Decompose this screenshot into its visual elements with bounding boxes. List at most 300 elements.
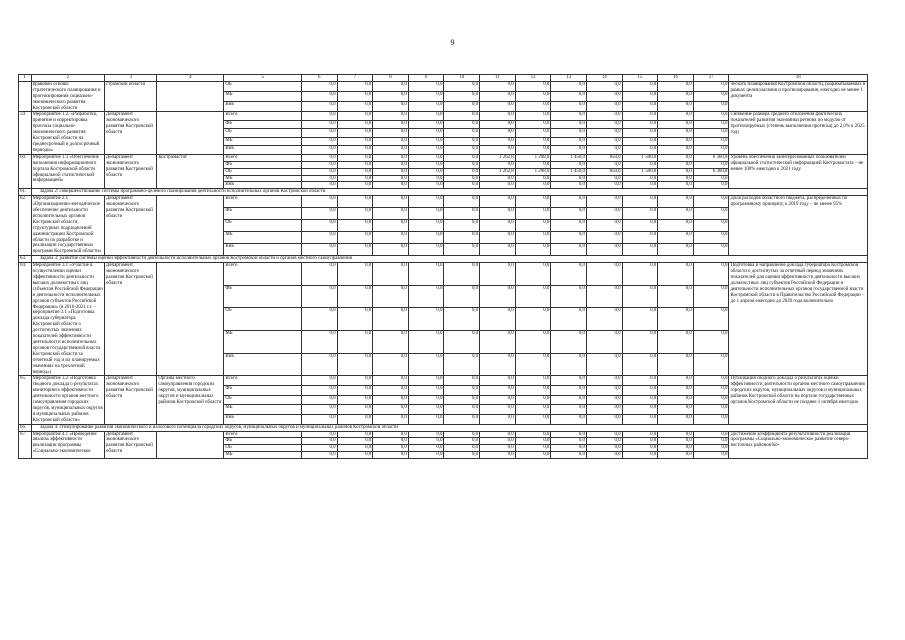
funding-value: 0,0: [586, 232, 622, 244]
funding-value: 0,0: [337, 438, 373, 445]
funding-value: 0,0: [444, 232, 480, 244]
funding-value: 0,0: [586, 81, 622, 91]
funding-value: 0,0: [373, 168, 409, 175]
funding-value: 0,0: [551, 395, 587, 405]
funding-value: 0,0: [551, 376, 587, 386]
funding-value: 0,0: [586, 244, 622, 256]
funding-value: 0,0: [480, 386, 516, 396]
funding-value: 0,0: [444, 405, 480, 415]
funding-value: 0,0: [301, 196, 337, 208]
activity-executor: Департамент экономического развития Костромской области: [104, 431, 156, 459]
funding-value: 0,0: [658, 431, 694, 438]
funding-source: МБ: [224, 92, 302, 102]
funding-value: 0,0: [622, 146, 658, 154]
funding-value: 0,0: [551, 112, 587, 120]
funding-value: 0,0: [658, 161, 694, 168]
funding-value: 0,0: [515, 414, 551, 424]
funding-value: 0,0: [551, 452, 587, 459]
funding-value: 0,0: [301, 376, 337, 386]
funding-value: 0,0: [515, 220, 551, 232]
funding-value: 0,0: [586, 445, 622, 452]
funding-value: 0,0: [515, 244, 551, 256]
funding-value: 0,0: [301, 285, 337, 308]
funding-value: 0,0: [301, 146, 337, 154]
funding-value: 0,0: [337, 92, 373, 102]
expected-result: Уровень обеспечения заинтересованных пользователей официальной статистической информацией Костромастата – не менее 100% ежегодно к 2021 году: [729, 154, 868, 189]
activity-partner: [157, 431, 224, 459]
funding-value: 0,0: [337, 146, 373, 154]
funding-value: 0,0: [551, 431, 587, 438]
funding-value: 0,0: [693, 308, 729, 331]
funding-value: 0,0: [408, 263, 444, 286]
program-activities-table: [18, 74, 868, 459]
funding-value: 0,0: [622, 232, 658, 244]
funding-value: 0,0: [586, 285, 622, 308]
funding-value: 0,0: [551, 285, 587, 308]
funding-value: 0,0: [408, 112, 444, 120]
funding-value: 0,0: [658, 414, 694, 424]
table-body: [19, 75, 868, 459]
funding-value: 0,0: [373, 405, 409, 415]
funding-value: 0,0: [693, 263, 729, 286]
funding-value: 0,0: [444, 438, 480, 445]
column-number: 18: [729, 75, 868, 82]
funding-value: 0,0: [373, 81, 409, 91]
funding-value: 0,0: [693, 431, 729, 438]
column-number: 2: [31, 75, 104, 82]
funding-value: 1 500,0: [622, 168, 658, 175]
funding-value: 0,0: [337, 81, 373, 91]
funding-value: 0,0: [408, 376, 444, 386]
activity-partner: [157, 81, 224, 112]
funding-value: 0,0: [480, 81, 516, 91]
funding-value: 0,0: [301, 92, 337, 102]
funding-source: ОБ: [224, 395, 302, 405]
funding-source: МБ: [224, 137, 302, 145]
funding-value: 0,0: [551, 405, 587, 415]
funding-value: 0,0: [408, 146, 444, 154]
funding-value: 0,0: [480, 232, 516, 244]
funding-value: 0,0: [586, 137, 622, 145]
funding-value: 0,0: [622, 431, 658, 438]
funding-value: 0,0: [480, 161, 516, 168]
funding-value: 0,0: [373, 220, 409, 232]
activity-name: Мероприятие 1.2. «Разработка, принятие и корректировка прогноза социально-экономического развития Костромской области на среднесрочный и долгосрочный периоды»: [31, 112, 104, 154]
funding-value: 0,0: [373, 196, 409, 208]
funding-value: 0,0: [301, 395, 337, 405]
funding-value: 0,0: [337, 129, 373, 137]
funding-value: 0,0: [551, 414, 587, 424]
funding-value: 0,0: [622, 445, 658, 452]
funding-value: 0,0: [480, 308, 516, 331]
funding-value: 0,0: [373, 431, 409, 438]
funding-value: 0,0: [622, 92, 658, 102]
funding-value: 0,0: [373, 414, 409, 424]
funding-value: 0,0: [693, 452, 729, 459]
funding-value: 0,0: [622, 395, 658, 405]
funding-value: 0,0: [586, 146, 622, 154]
funding-source: Всего: [224, 263, 302, 286]
funding-value: 0,0: [658, 244, 694, 256]
funding-source: ОБ: [224, 81, 302, 91]
funding-value: 0,0: [515, 452, 551, 459]
funding-value: 0,0: [480, 244, 516, 256]
funding-value: 0,0: [373, 331, 409, 354]
funding-value: 0,0: [693, 208, 729, 220]
funding-value: 0,0: [586, 112, 622, 120]
column-number: 15: [622, 75, 658, 82]
table-row: [19, 263, 868, 286]
row-number: 59.: [19, 112, 32, 154]
funding-value: 0,0: [480, 438, 516, 445]
funding-value: 0,0: [408, 431, 444, 438]
column-number: 7: [337, 75, 373, 82]
row-number: 60.: [19, 154, 32, 189]
funding-value: 0,0: [408, 175, 444, 182]
funding-value: 0,0: [551, 175, 587, 182]
funding-value: 0,0: [373, 175, 409, 182]
funding-value: 0,0: [551, 146, 587, 154]
funding-value: 0,0: [301, 137, 337, 145]
funding-value: 0,0: [622, 405, 658, 415]
funding-value: 0,0: [586, 129, 622, 137]
table-row: [19, 112, 868, 120]
funding-value: 0,0: [301, 405, 337, 415]
funding-value: 0,0: [480, 182, 516, 189]
funding-value: 0,0: [480, 285, 516, 308]
funding-value: 0,0: [480, 220, 516, 232]
funding-value: 0,0: [658, 376, 694, 386]
funding-value: 0,0: [658, 146, 694, 154]
task-title: Задача 4: стимулирование развития экономического и налогового потенциала городских округов, муниципальных округов и муниципальных районов Костромской области: [31, 424, 867, 431]
funding-value: 0,0: [408, 129, 444, 137]
funding-value: 0,0: [408, 405, 444, 415]
activity-name: Мероприятие 3.1 «Участие в осуществлении оценки эффективности деятельности высших должностных лиц субъектов Российской Федерации и деятельности исполнительных органов субъектов Российской Федерации» (в 2016-2021 г.г. – мероприятие 3.1 «Подготовка доклада губернатора Костромской области о достигнутых значениях показателей эффективности деятельности исполнительных органов государственной власти Костромской области за отчетный год и их планируемых значениях на трехлетний период»): [32, 263, 103, 375]
funding-value: 0,0: [551, 120, 587, 128]
column-number: 10: [444, 75, 480, 82]
column-number: 4: [157, 75, 224, 82]
funding-value: 0,0: [586, 353, 622, 376]
funding-value: 0,0: [480, 92, 516, 102]
funding-value: 0,0: [480, 129, 516, 137]
funding-value: 0,0: [551, 438, 587, 445]
funding-value: 0,0: [515, 232, 551, 244]
funding-value: 0,0: [693, 92, 729, 102]
funding-value: 0,0: [444, 112, 480, 120]
activity-partner: [157, 263, 224, 376]
funding-value: 0,0: [515, 175, 551, 182]
funding-value: 0,0: [408, 154, 444, 161]
expected-result: Снижение размера среднего отклонения фактических показателей развития экономики региона по модулю от прогнозируемых (степень выполнения прогноза) до 2,0% к 2025 году: [729, 112, 868, 154]
funding-value: 0,0: [408, 285, 444, 308]
funding-value: 0,0: [373, 438, 409, 445]
funding-value: 0,0: [408, 102, 444, 112]
funding-value: 0,0: [337, 182, 373, 189]
column-number: 11: [480, 75, 516, 82]
funding-value: 0,0: [693, 353, 729, 376]
funding-value: 0,0: [373, 92, 409, 102]
funding-value: 0,0: [444, 244, 480, 256]
funding-value: 0,0: [480, 208, 516, 220]
funding-value: 0,0: [301, 445, 337, 452]
funding-value: 0,0: [622, 102, 658, 112]
expected-result: Подготовка и направление доклада губернатора Костромской области о достигнутых за отчетный период значениях показателей для оценки эффективности деятельности высших должностных лиц субъектов Российской Федерации и деятельности исполнительных органов государственной власти Костромской области в Правительство Российской Федерации – до 1 апреля ежегодно до 2020 года включительно: [729, 263, 868, 376]
funding-value: 0,0: [586, 438, 622, 445]
funding-value: 0,0: [301, 112, 337, 120]
funding-value: 0,0: [480, 263, 516, 286]
funding-value: 0,0: [658, 220, 694, 232]
funding-value: 0,0: [551, 129, 587, 137]
funding-value: 0,0: [408, 168, 444, 175]
funding-value: 0,0: [408, 395, 444, 405]
funding-value: 0,0: [515, 208, 551, 220]
funding-value: 0,0: [586, 182, 622, 189]
funding-value: 0,0: [337, 196, 373, 208]
activity-name: Мероприятие 1.3 «Обеспечение наполнения информационного портала Костромской области официальной статистической информацией»: [31, 154, 104, 189]
funding-value: 0,0: [586, 196, 622, 208]
activity-name: Мероприятие 4.1 «Проведение анализа эффективности реализации программы «Социально-экономическое: [31, 431, 104, 459]
funding-value: 0,0: [337, 137, 373, 145]
funding-value: 0,0: [622, 137, 658, 145]
funding-value: 0,0: [301, 414, 337, 424]
activity-partner: [157, 196, 224, 256]
funding-value: 0,0: [337, 168, 373, 175]
activity-name: правовой основы стратегического планирования и прогнозирования социально-экономического развития Костромской области: [31, 81, 104, 112]
funding-value: 0,0: [658, 405, 694, 415]
funding-value: 0,0: [658, 137, 694, 145]
funding-value: 0,0: [693, 244, 729, 256]
funding-value: 0,0: [515, 161, 551, 168]
funding-value: 0,0: [337, 232, 373, 244]
funding-source: ОБ: [224, 445, 302, 452]
funding-value: 0,0: [337, 175, 373, 182]
funding-value: 0,0: [515, 92, 551, 102]
funding-value: 0,0: [586, 92, 622, 102]
funding-source: ОБ: [224, 220, 302, 232]
funding-value: 0,0: [693, 220, 729, 232]
funding-value: 0,0: [408, 220, 444, 232]
funding-value: 1 450,0: [551, 168, 587, 175]
funding-value: 0,0: [444, 353, 480, 376]
funding-source: МБ: [224, 405, 302, 415]
funding-source: МБ: [224, 232, 302, 244]
funding-value: 0,0: [551, 232, 587, 244]
funding-value: 0,0: [693, 395, 729, 405]
funding-value: 0,0: [373, 452, 409, 459]
funding-value: 0,0: [444, 208, 480, 220]
funding-value: 0,0: [408, 308, 444, 331]
activity-executor: Департамент экономического развития Костромской области: [104, 112, 156, 154]
funding-value: 0,0: [622, 414, 658, 424]
funding-value: 0,0: [480, 112, 516, 120]
funding-value: 0,0: [337, 376, 373, 386]
funding-value: 0,0: [586, 120, 622, 128]
funding-value: 0,0: [480, 137, 516, 145]
funding-value: 0,0: [408, 161, 444, 168]
funding-value: 0,0: [444, 120, 480, 128]
funding-value: 0,0: [301, 161, 337, 168]
funding-value: 0,0: [301, 182, 337, 189]
funding-value: 0,0: [373, 161, 409, 168]
funding-value: 0,0: [408, 353, 444, 376]
funding-value: 0,0: [693, 438, 729, 445]
funding-value: 0,0: [658, 438, 694, 445]
funding-value: 0,0: [408, 120, 444, 128]
task-title: Задача 2: совершенствование системы программно-целевого планирования деятельности исполнительных органов Костромской области: [31, 189, 867, 196]
row-number: 62.: [19, 196, 32, 256]
funding-value: 0,0: [373, 112, 409, 120]
funding-value: 0,0: [373, 137, 409, 145]
column-number: 8: [373, 75, 409, 82]
funding-value: 0,0: [444, 414, 480, 424]
funding-value: 0,0: [301, 168, 337, 175]
funding-value: 0,0: [586, 175, 622, 182]
funding-value: 0,0: [444, 220, 480, 232]
funding-value: 0,0: [515, 405, 551, 415]
funding-value: 0,0: [373, 353, 409, 376]
funding-value: 0,0: [586, 452, 622, 459]
funding-value: 0,0: [444, 146, 480, 154]
funding-value: 0,0: [408, 208, 444, 220]
row-number: 66.: [19, 424, 32, 431]
header-row: [19, 75, 868, 82]
task-row: [19, 424, 868, 431]
funding-value: 0,0: [658, 129, 694, 137]
funding-value: 0,0: [693, 445, 729, 452]
funding-value: 0,0: [301, 220, 337, 232]
funding-value: 0,0: [693, 120, 729, 128]
funding-value: 0,0: [301, 129, 337, 137]
funding-value: 0,0: [337, 395, 373, 405]
funding-value: 0,0: [480, 331, 516, 354]
funding-source: ФБ: [224, 285, 302, 308]
funding-value: 0,0: [586, 220, 622, 232]
funding-value: 0,0: [337, 331, 373, 354]
funding-source: ВнБ: [224, 102, 302, 112]
funding-value: 0,0: [658, 182, 694, 189]
funding-source: ОБ: [224, 308, 302, 331]
funding-value: 0,0: [444, 161, 480, 168]
row-number: 63.: [19, 256, 32, 263]
funding-value: 1 450,0: [551, 154, 587, 161]
funding-value: 0,0: [444, 92, 480, 102]
funding-value: 1 298,0: [515, 154, 551, 161]
funding-value: 0,0: [373, 182, 409, 189]
funding-value: 0,0: [480, 376, 516, 386]
funding-source: Всего: [224, 112, 302, 120]
funding-value: 0,0: [337, 353, 373, 376]
funding-value: 0,0: [373, 386, 409, 396]
funding-value: 0,0: [693, 285, 729, 308]
funding-value: 0,0: [444, 331, 480, 354]
funding-value: 0,0: [622, 386, 658, 396]
funding-value: 0,0: [693, 232, 729, 244]
funding-value: 0,0: [515, 395, 551, 405]
funding-source: ФБ: [224, 438, 302, 445]
funding-value: 0,0: [337, 154, 373, 161]
funding-value: 0,0: [408, 137, 444, 145]
activity-name: Мероприятие 2.1 «Организационно-методическое обеспечение деятельности исполнительных органов Костромской области, структурных подразделений администрации Костромской области по разработке и реализации государственных программ Костромской области»: [31, 196, 104, 256]
funding-source: МБ: [224, 452, 302, 459]
funding-value: 1 298,0: [515, 168, 551, 175]
funding-source: Всего: [224, 376, 302, 386]
funding-value: 0,0: [515, 331, 551, 354]
funding-value: 0,0: [515, 445, 551, 452]
funding-value: 0,0: [693, 146, 729, 154]
funding-value: 0,0: [337, 386, 373, 396]
funding-value: 850,0: [586, 168, 622, 175]
funding-value: 0,0: [337, 102, 373, 112]
funding-value: 0,0: [622, 376, 658, 386]
funding-value: 0,0: [301, 102, 337, 112]
funding-value: 0,0: [586, 405, 622, 415]
page-number: 9: [450, 38, 455, 47]
funding-value: 0,0: [515, 376, 551, 386]
funding-value: 0,0: [551, 196, 587, 208]
funding-value: 0,0: [444, 376, 480, 386]
activity-executor: Департамент экономического развития Костромской области: [104, 196, 156, 256]
funding-value: 0,0: [658, 395, 694, 405]
column-number: 1: [19, 75, 32, 82]
funding-value: 0,0: [408, 452, 444, 459]
funding-value: 0,0: [480, 405, 516, 415]
funding-value: 0,0: [658, 102, 694, 112]
row-number: [19, 81, 32, 112]
funding-value: 0,0: [444, 285, 480, 308]
funding-value: 0,0: [586, 161, 622, 168]
funding-value: 0,0: [444, 452, 480, 459]
funding-value: 1 262,8: [480, 154, 516, 161]
funding-source: Всего: [224, 154, 302, 161]
funding-value: 0,0: [373, 208, 409, 220]
funding-value: 0,0: [480, 102, 516, 112]
funding-value: 0,0: [693, 182, 729, 189]
funding-value: 0,0: [444, 182, 480, 189]
funding-value: 0,0: [480, 196, 516, 208]
funding-value: 850,0: [586, 154, 622, 161]
funding-value: 0,0: [515, 431, 551, 438]
funding-value: 0,0: [444, 395, 480, 405]
funding-value: 0,0: [337, 452, 373, 459]
funding-value: 0,0: [693, 129, 729, 137]
funding-value: 0,0: [337, 161, 373, 168]
funding-value: 0,0: [444, 308, 480, 331]
funding-value: 0,0: [515, 112, 551, 120]
table-row: [19, 376, 868, 386]
funding-source: Всего: [224, 196, 302, 208]
funding-value: 0,0: [373, 154, 409, 161]
funding-value: 0,0: [301, 452, 337, 459]
funding-value: 0,0: [408, 445, 444, 452]
table-row: [19, 196, 868, 208]
funding-value: 0,0: [622, 175, 658, 182]
funding-value: 0,0: [515, 285, 551, 308]
funding-value: 0,0: [408, 414, 444, 424]
funding-value: 0,0: [337, 285, 373, 308]
funding-value: 0,0: [480, 395, 516, 405]
funding-value: 0,0: [622, 438, 658, 445]
funding-source: МБ: [224, 175, 302, 182]
funding-value: 0,0: [480, 445, 516, 452]
funding-value: 0,0: [515, 102, 551, 112]
funding-value: 0,0: [408, 386, 444, 396]
funding-value: 0,0: [301, 175, 337, 182]
funding-value: 0,0: [301, 263, 337, 286]
activity-partner: Костромастат: [157, 154, 224, 189]
expected-result: Достижение коэффициента результативности реализации программы «Социально-экономическое развитие северо-восточных районов Ко-: [729, 431, 868, 459]
funding-source: ВнБ: [224, 146, 302, 154]
funding-value: 0,0: [693, 405, 729, 415]
